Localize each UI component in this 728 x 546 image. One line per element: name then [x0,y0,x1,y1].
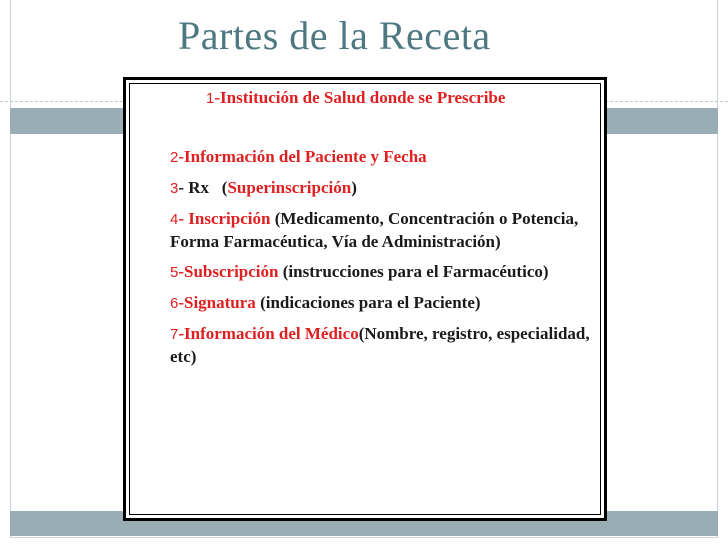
item-label: -Información del Médico [178,324,359,343]
list-item-2 [170,146,590,169]
list-item-6 [170,292,590,315]
list-item-1 [170,87,590,110]
item-detail: (Nombre, registro, especialidad, etc) [170,324,590,366]
item-number: 2 [170,149,179,166]
item-detail: (instrucciones para el Farmacéutico) [278,262,549,281]
list-item-4 [170,208,590,253]
item-label: - Inscripción [178,209,271,228]
item-label: -Información del Paciente y Fecha [178,147,427,166]
item-prefix: - Rx ( [178,178,228,197]
item-label: -Institución de Salud donde se Prescribe [214,88,506,107]
item-detail: (Medicamento, Concentración o Potencia, Forma Farmacéutica, Vía de Administración) [170,209,579,251]
list-item-7 [170,323,590,368]
item-label: -Signatura [178,293,256,312]
item-number: 4 [170,211,179,228]
list-item-3 [170,177,590,200]
item-number: 1 [206,90,215,107]
prescription-parts-list [170,83,590,376]
item-number: 6 [170,295,179,312]
list-item-5 [170,261,590,284]
slide-title: Partes de la Receta [178,13,491,58]
item-detail: (indicaciones para el Paciente) [255,293,481,312]
item-number: 5 [170,264,179,281]
item-number: 7 [170,326,179,343]
item-detail: ) [351,178,357,197]
item-number: 3 [170,180,179,197]
item-label: Superinscripción [227,178,352,197]
item-label: -Subscripción [178,262,279,281]
